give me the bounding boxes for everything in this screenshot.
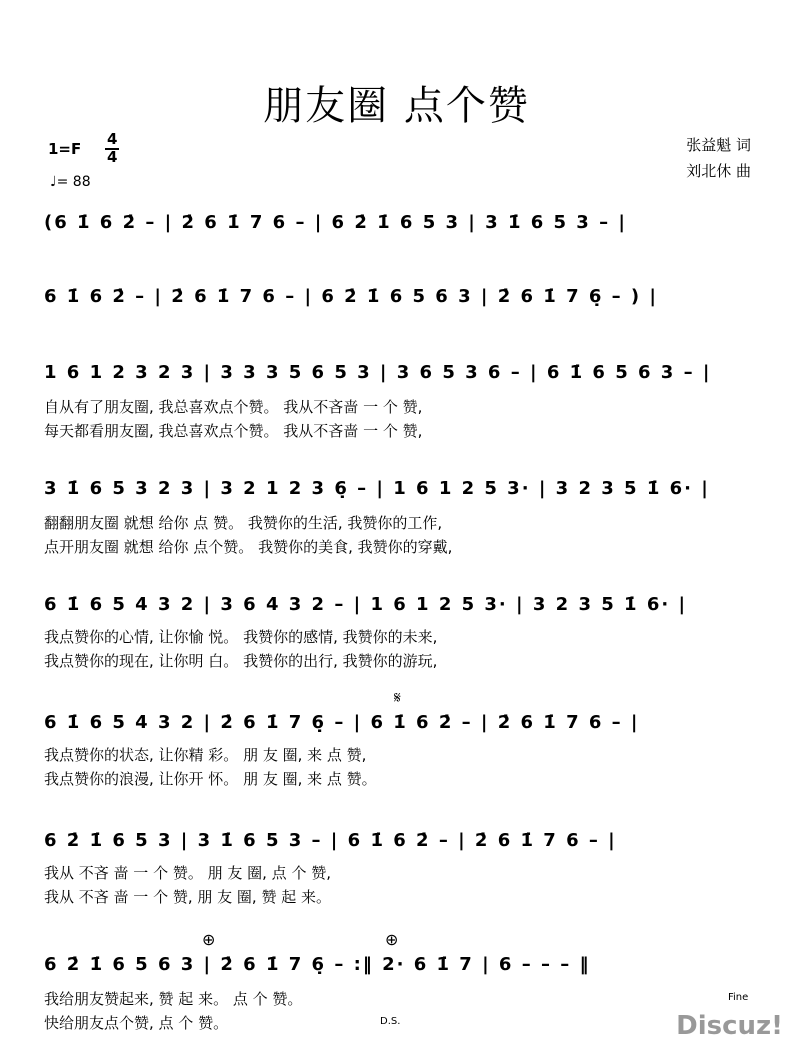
lyric-row-7-verse-1: 我从 不吝 啬 一 个 赞。 朋 友 圈, 点 个 赞, <box>44 864 331 882</box>
notation-row-8: 6 2̇ 1̇ 6 5 6 3 | 2̇ 6 1̇ 7 6̣ – :‖ 2· 6 1̇ 7 | 6 – – – ‖ <box>44 954 591 975</box>
lyric-row-4-verse-2: 点开朋友圈 就想 给你 点个赞。 我赞你的美食, 我赞你的穿戴, <box>44 538 453 556</box>
notation-row-6: 6 1̇ 6 5 4 3 2 | 2̇ 6 1̇ 7 6̣ – | 6 1̇ 6 2̇ – | 2̇ 6 1̇ 7 6 – | <box>44 712 640 733</box>
key-signature: 1=F <box>48 140 82 158</box>
song-title: 朋友圈 点个赞 <box>263 83 530 129</box>
time-signature-bottom: 4 <box>107 148 118 166</box>
forum-watermark: Discuz! <box>676 1011 783 1041</box>
notation-row-3: 1 6 1 2 3 2 3 | 3 3 3 5 6 5 3 | 3 6 5 3 6 – | 6 1̇ 6 5 6 3 – | <box>44 362 712 383</box>
lyric-row-5-verse-2: 我点赞你的现在, 让你明 白。 我赞你的出行, 我赞你的游玩, <box>44 652 438 670</box>
tempo-marking: ♩= 88 <box>50 174 91 190</box>
lyric-row-4-verse-1: 翻翻朋友圈 就想 给你 点 赞。 我赞你的生活, 我赞你的工作, <box>44 514 443 532</box>
lyric-row-8-verse-1: 我给朋友赞起来, 赞 起 来。 点 个 赞。 <box>44 990 303 1008</box>
lyric-row-6-verse-2: 我点赞你的浪漫, 让你开 怀。 朋 友 圈, 来 点 赞。 <box>44 770 377 788</box>
time-signature-top: 4 <box>107 130 118 148</box>
ds-marking: D.S. <box>380 1016 401 1027</box>
composer-credit: 刘北休 曲 <box>686 162 751 180</box>
lyric-row-7-verse-2: 我从 不吝 啬 一 个 赞, 朋 友 圈, 赞 起 来。 <box>44 888 331 906</box>
notation-row-2: 6 1̇ 6 2̇ – | 2̇ 6 1̇ 7 6 – | 6 2̇ 1̇ 6 5 6 3 | 2̇ 6 1̇ 7 6̣ – ) | <box>44 286 659 307</box>
lyric-row-3-verse-2: 每天都看朋友圈, 我总喜欢点个赞。 我从不吝啬 一 个 赞, <box>44 422 423 440</box>
coda-sign-right: ⊕ <box>385 930 399 949</box>
notation-row-1: (6 1̇ 6 2̇ – | 2̇ 6 1̇ 7 6 – | 6 2̇ 1̇ 6 5 3 | 3 1̇ 6 5 3 – | <box>44 212 627 233</box>
coda-sign-left: ⊕ <box>202 930 216 949</box>
lyric-row-6-verse-1: 我点赞你的状态, 让你精 彩。 朋 友 圈, 来 点 赞, <box>44 746 367 764</box>
notation-row-7: 6 2̇ 1̇ 6 5 3 | 3 1̇ 6 5 3 – | 6 1̇ 6 2̇ – | 2̇ 6 1̇ 7 6 – | <box>44 830 617 851</box>
notation-row-4: 3 1̇ 6 5 3 2 3 | 3 2 1 2 3 6̣ – | 1 6 1 2 5 3· | 3 2 3 5 1̇ 6· | <box>44 478 710 499</box>
lyric-row-3-verse-1: 自从有了朋友圈, 我总喜欢点个赞。 我从不吝啬 一 个 赞, <box>44 398 423 416</box>
segno-sign: 𝄋 <box>394 688 401 707</box>
lyric-row-8-verse-2: 快给朋友点个赞, 点 个 赞。 <box>44 1014 229 1032</box>
lyricist-credit: 张益魁 词 <box>686 136 751 154</box>
notation-row-5: 6 1̇ 6 5 4 3 2 | 3 6 4 3 2 – | 1 6 1 2 5 3· | 3 2 3 5 1̇ 6· | <box>44 594 688 615</box>
lyric-row-5-verse-1: 我点赞你的心情, 让你愉 悦。 我赞你的感情, 我赞你的未来, <box>44 628 438 646</box>
fine-marking: Fine <box>728 992 749 1003</box>
